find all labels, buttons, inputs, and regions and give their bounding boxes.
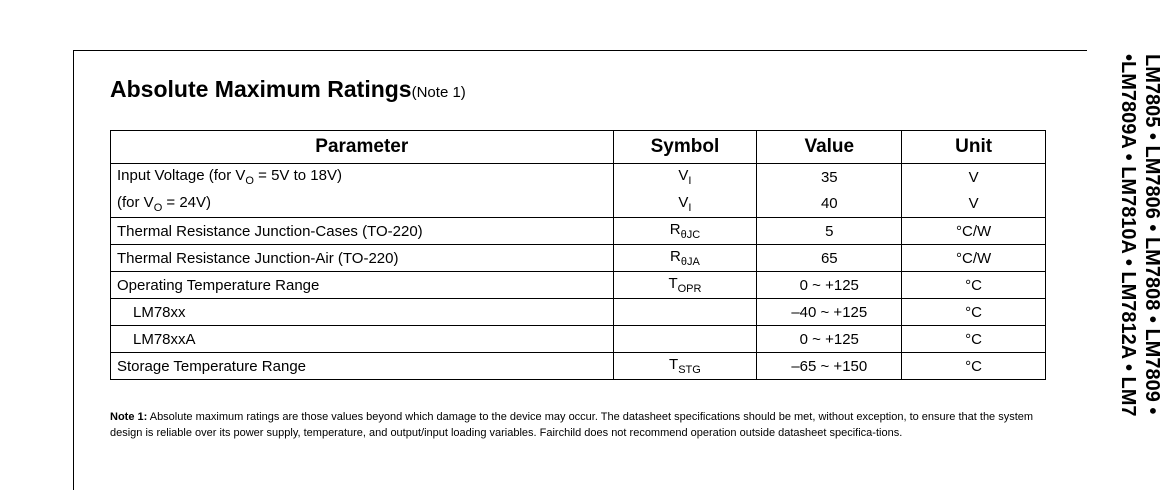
symbol-cell	[613, 353, 757, 380]
unit-cell: °C/W	[902, 218, 1046, 245]
symbol-text: V	[678, 167, 689, 185]
table-row	[111, 299, 1046, 326]
param-cell	[111, 191, 614, 218]
unit-cell: °C	[902, 326, 1046, 353]
symbol-cell	[613, 191, 757, 218]
value-cell: –40 ~ +125	[757, 299, 902, 326]
value-cell: 65	[757, 245, 902, 272]
symbol-sub: θJA	[680, 256, 700, 268]
side-title-line-2: •LM7809A • LM7810A • LM7812A • LM7	[1117, 54, 1139, 417]
table-row	[111, 218, 1046, 245]
symbol-text: R	[670, 248, 681, 265]
value-cell: 5	[757, 218, 902, 245]
section-title	[110, 76, 466, 103]
table-row	[111, 191, 1046, 218]
symbol-sub: STG	[678, 364, 701, 376]
section-title-text: Absolute Maximum Ratings	[110, 76, 412, 102]
symbol-text: R	[669, 221, 681, 238]
param-cell: Storage Temperature Range	[111, 353, 614, 380]
header-unit: Unit	[902, 131, 1046, 164]
param-sub: O	[153, 201, 163, 214]
param-text: Input Voltage (for V	[117, 167, 246, 185]
value-cell: 40	[757, 191, 902, 218]
value-cell: –65 ~ +150	[757, 353, 902, 380]
header-value: Value	[757, 131, 902, 164]
unit-cell: °C	[902, 299, 1046, 326]
symbol-text: T	[669, 356, 679, 373]
table-row	[111, 164, 1046, 191]
symbol-cell	[613, 245, 757, 272]
unit-cell: V	[902, 191, 1046, 218]
symbol-cell	[613, 164, 757, 191]
param-cell: Operating Temperature Range	[111, 272, 614, 299]
param-cell: LM78xxA	[111, 326, 614, 353]
symbol-text: V	[678, 193, 689, 211]
unit-cell: °C/W	[902, 245, 1046, 272]
value-cell: 35	[757, 164, 902, 191]
param-sub: O	[245, 175, 254, 188]
side-title-line-1: LM7805 • LM7806 • LM7808 • LM7809 •	[1141, 54, 1163, 415]
value-cell: 0 ~ +125	[757, 272, 902, 299]
footnote	[110, 409, 1050, 441]
symbol-sub: I	[688, 201, 692, 214]
param-tail: = 5V to 18V)	[253, 167, 342, 185]
symbol-sub: I	[688, 175, 692, 188]
param-cell: LM78xx	[111, 299, 614, 326]
value-cell: 0 ~ +125	[757, 326, 902, 353]
symbol-cell	[613, 218, 757, 245]
footnote-text: Absolute maximum ratings are those values beyond which damage to the device may occur. The datasheet specifications should be met, without exception, to ensure that the system design is reliable over its power supply, temperature, and output/input loading variables. Fairchild does not recommend operation outside datasheet specifica-tions.	[110, 411, 1034, 439]
symbol-text: T	[668, 275, 678, 292]
unit-cell: °C	[902, 353, 1046, 380]
param-cell: Thermal Resistance Junction-Cases (TO-220)	[111, 218, 614, 245]
ratings-table	[110, 130, 1046, 380]
param-cell	[111, 164, 614, 191]
table-row	[111, 353, 1046, 380]
symbol-cell	[613, 272, 757, 299]
symbol-cell	[613, 299, 757, 326]
unit-cell: V	[902, 164, 1046, 191]
symbol-sub: θJC	[680, 229, 701, 241]
table-header-row	[111, 131, 1046, 164]
table-row	[111, 245, 1046, 272]
table-row	[111, 326, 1046, 353]
table-row	[111, 272, 1046, 299]
footnote-label: Note 1:	[110, 411, 148, 423]
unit-cell: °C	[902, 272, 1046, 299]
symbol-cell	[613, 326, 757, 353]
param-tail: = 24V)	[162, 193, 212, 211]
header-symbol: Symbol	[613, 131, 757, 164]
header-parameter: Parameter	[111, 131, 614, 164]
param-cell: Thermal Resistance Junction-Air (TO-220)	[111, 245, 614, 272]
param-text: (for V	[117, 193, 154, 211]
side-title	[1094, 54, 1164, 494]
side-title-text	[1116, 54, 1164, 417]
title-note-ref: (Note 1)	[411, 84, 466, 101]
symbol-sub: OPR	[677, 283, 702, 295]
